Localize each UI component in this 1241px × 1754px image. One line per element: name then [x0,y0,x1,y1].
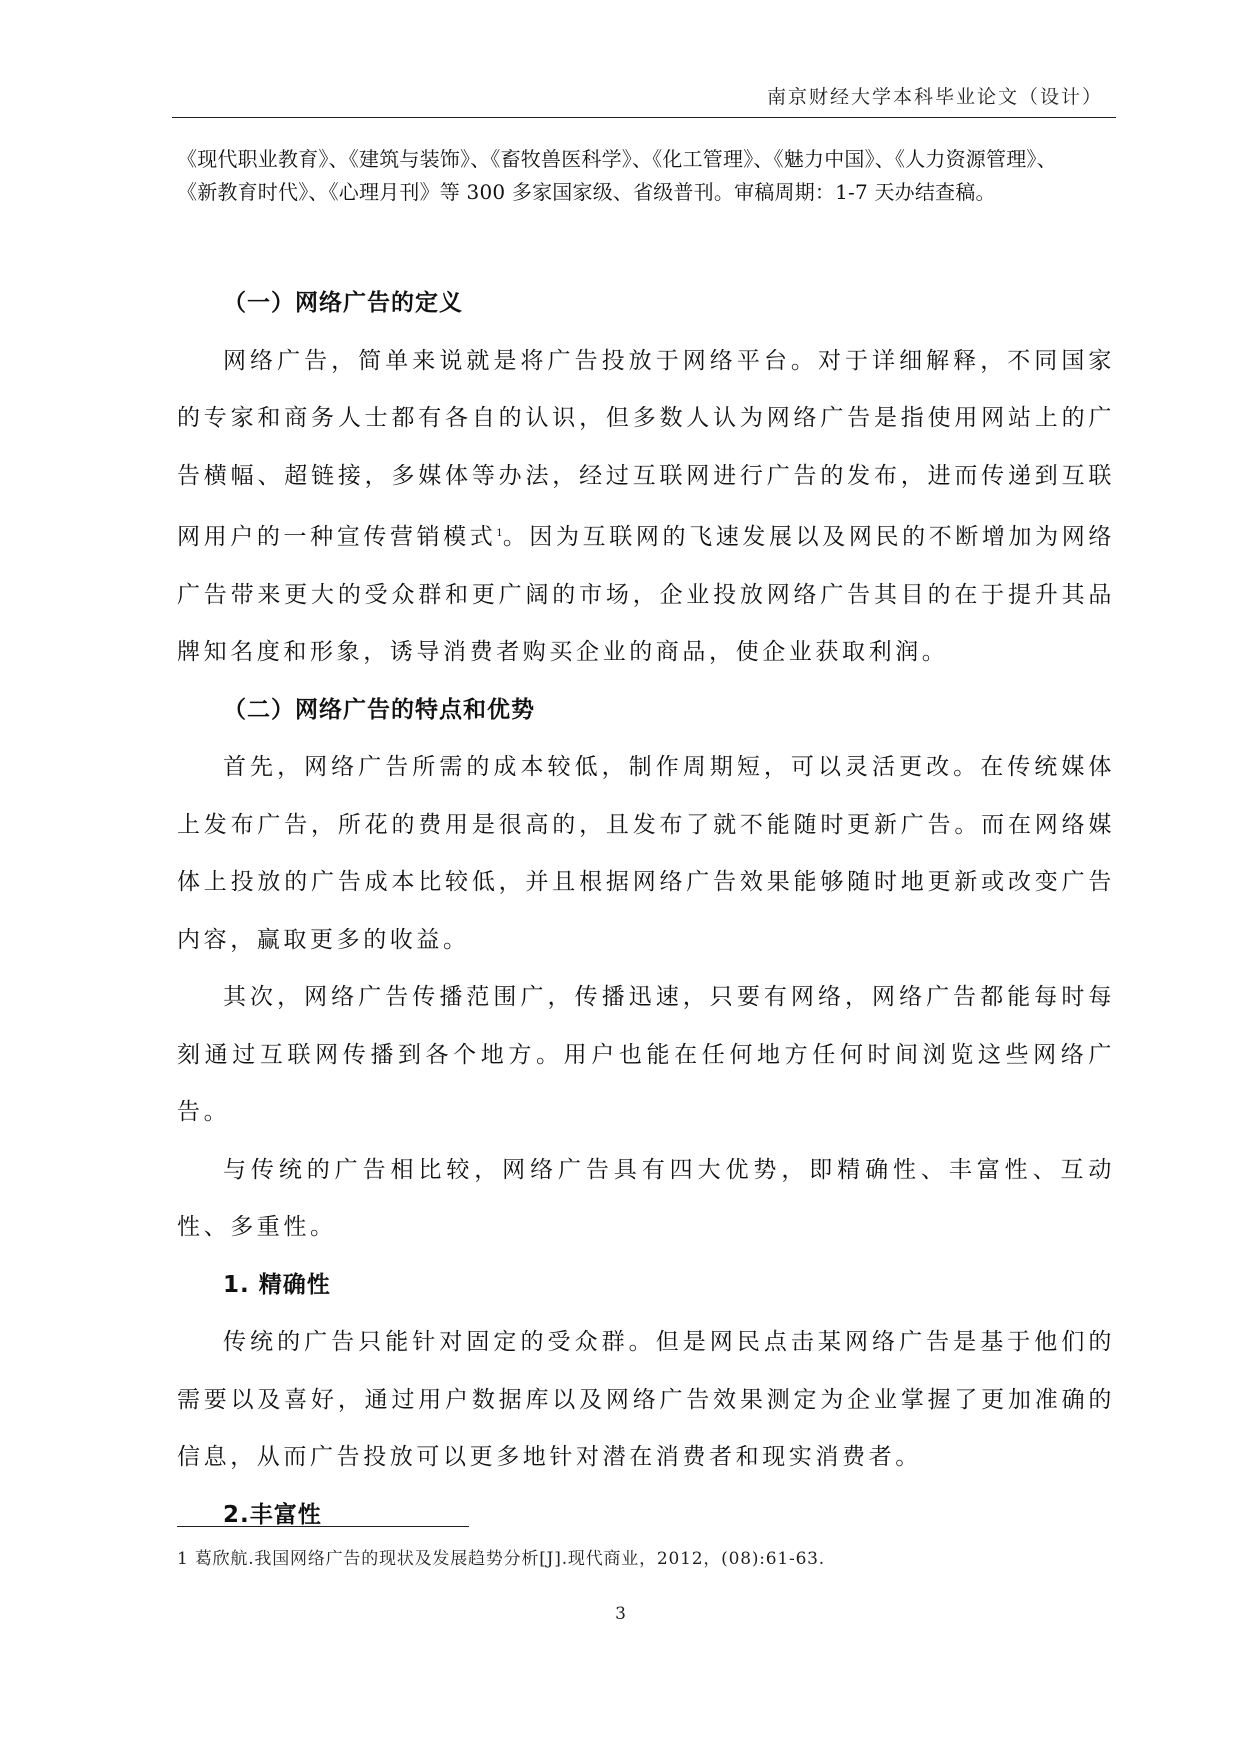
continuation-line-2: 《新教育时代》、《心理月刊》等 300 多家国家级、省级普刊。审稿周期：1-7 天办结查稿。 [177,180,996,204]
running-header: 南京财经大学本科毕业论文（设计） [766,86,1103,108]
paragraph-features-3: 与传统的广告相比较，网络广告具有四大优势，即精确性、丰富性、互动性、多重性。 [177,1156,1115,1240]
paragraph-definition-text-a: 网络广告，简单来说就是将广告投放于网络平台。对于详细解释，不同国家的专家和商务人士都有各自的认识，但多数人认为网络广告是指使用网站上的广告横幅、超链接，多媒体等办法，经过互联网进行广告的发布，进而传递到互联网用户的一种宣传营销模式 [177,347,1115,550]
paragraph-features-1: 首先，网络广告所需的成本较低，制作周期短，可以灵活更改。在传统媒体上发布广告，所花的费用是很高的，且发布了就不能随时更新广告。而在网络媒体上投放的广告成本比较低，并且根据网络广告效果能够随时地更新或改变广告内容，赢取更多的收益。 [177,754,1115,953]
section-heading-features: （二）网络广告的特点和优势 [223,696,535,723]
page-body [177,143,1115,1544]
section-heading-definition: （一）网络广告的定义 [223,290,463,316]
header-rule [172,117,1116,118]
footnote-ref-mark: 1 [496,528,503,539]
footnote-rule [177,1526,469,1527]
paragraph-definition-text-b: 。因为互联网的飞速发展以及网民的不断增加为网络广告带来更大的受众群和更广阔的市场，企业投放网络广告其目的在于提升其品牌知名度和形象，诱导消费者购买企业的商品，使企业获取利润。 [177,524,1115,665]
footnote: 1 葛欣航.我国网络广告的现状及发展趋势分析[J].现代商业，2012，(08):61-63. [177,1549,826,1569]
paragraph-precision: 传统的广告只能针对固定的受众群。但是网民点击某网络广告是基于他们的需要以及喜好，通过用户数据库以及网络广告效果测定为企业掌握了更加准确的信息，从而广告投放可以更多地针对潜在消费者和现实消费者。 [177,1329,1115,1470]
subsection-heading-richness: 2.丰富性 [223,1501,322,1528]
subsection-heading-precision: 1. 精确性 [223,1271,331,1298]
paragraph-definition [177,333,1115,682]
paragraph-features-2: 其次，网络广告传播范围广，传播迅速，只要有网络，网络广告都能每时每刻通过互联网传播到各个地方。用户也能在任何地方任何时间浏览这些网络广告。 [177,984,1115,1125]
page-number: 3 [615,1604,626,1624]
continuation-line-1: 《现代职业教育》、《建筑与装饰》、《畜牧兽医科学》、《化工管理》、《魅力中国》、《人力资源管理》、 [177,147,1057,171]
